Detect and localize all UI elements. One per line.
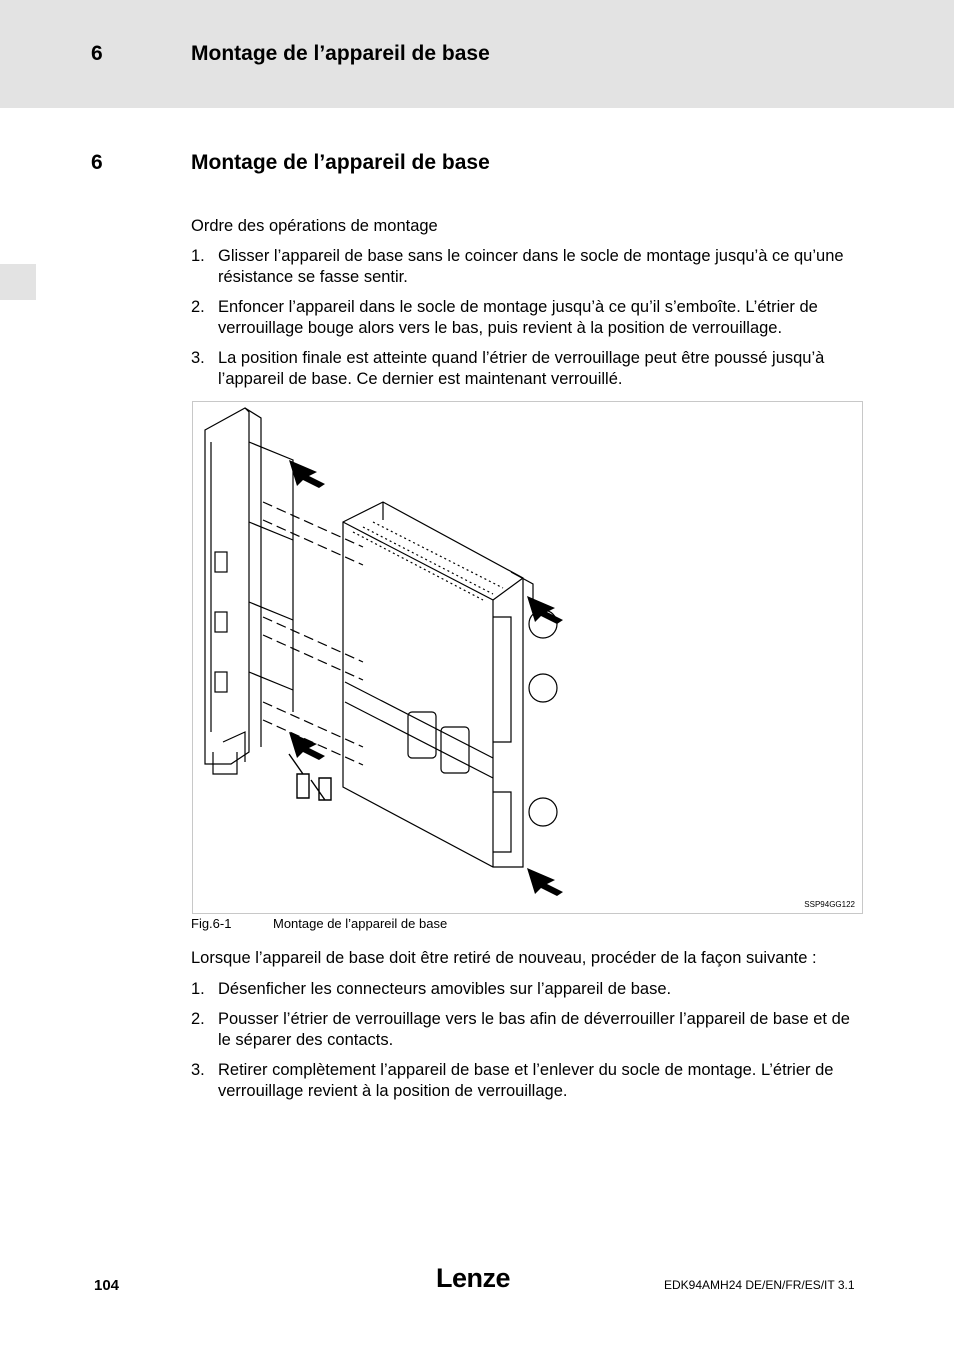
step-text: La position finale est atteinte quand l’étrier de verrouillage peut être poussé jusqu’à l’appareil de base. Ce dernier est maintenant verrouillé. [218,349,825,388]
section-title: Montage de l’appareil de base [191,151,490,174]
step-text: Enfoncer l’appareil dans le socle de montage jusqu’à ce qu’il s’emboîte. L’étrier de verrouillage bouge alors vers le bas, puis revient à la position de verrouillage. [218,298,818,337]
step-text: Retirer complètement l’appareil de base et l’enlever du socle de montage. L’étrier de verrouillage revient à la position de verrouillage. [218,1061,834,1100]
step-number: 3. [191,1061,205,1079]
assembly-drawing [193,402,861,912]
step-number: 2. [191,298,205,316]
chapter-side-tab [0,264,36,300]
page-number: 104 [94,1277,120,1294]
step-text: Désenficher les connecteurs amovibles sur l’appareil de base. [218,980,672,998]
figure-caption-label: Fig.6-1 [191,916,232,931]
header-chapter-number: 6 [91,42,103,65]
step-number: 3. [191,349,205,367]
step-number: 1. [191,247,205,265]
section-number: 6 [91,151,103,174]
assembly-figure [192,401,863,914]
lenze-logo: Lenze [436,1263,511,1293]
figure-code: SSP94GG122 [804,900,855,909]
step-number: 1. [191,980,205,998]
figure-caption-text: Montage de l’appareil de base [273,916,448,931]
document-reference: EDK94AMH24 DE/EN/FR/ES/IT 3.1 [664,1278,855,1292]
header-chapter-title: Montage de l’appareil de base [191,42,490,65]
step-text: Pousser l’étrier de verrouillage vers le bas afin de déverrouiller l’appareil de base et de le séparer des contacts. [218,1010,850,1049]
step-text: Glisser l’appareil de base sans le coincer dans le socle de montage jusqu’à ce qu’une résistance se fasse sentir. [218,247,844,286]
removal-intro: Lorsque l’appareil de base doit être retiré de nouveau, procéder de la façon suivante : [191,949,817,967]
step-number: 2. [191,1010,205,1028]
intro-text: Ordre des opérations de montage [191,217,438,235]
